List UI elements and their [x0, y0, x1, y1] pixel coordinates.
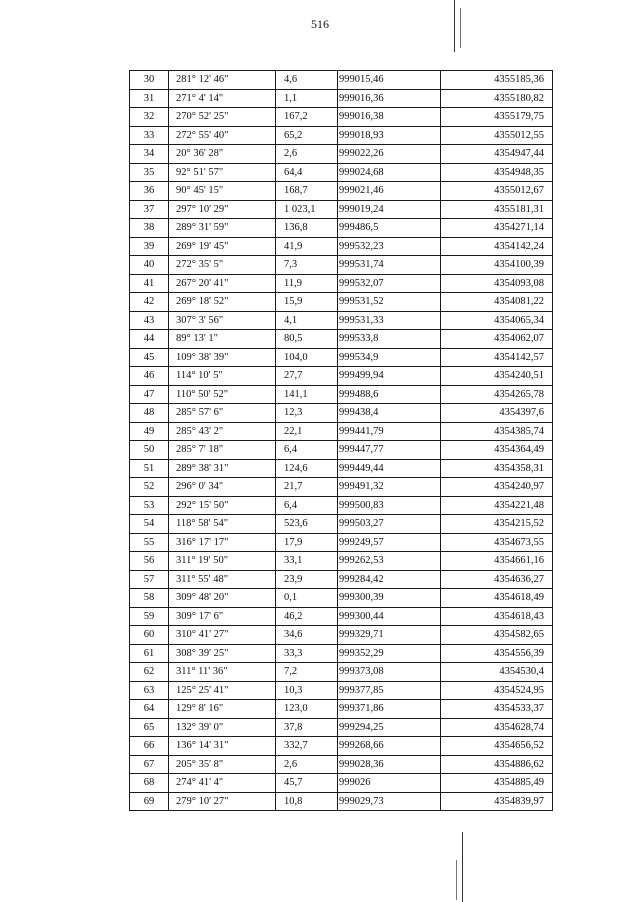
point-number-cell: 55 — [130, 533, 169, 552]
direction-angle-cell: 311° 19' 50" — [169, 552, 276, 571]
x-coordinate-cell: 999024,68 — [338, 163, 441, 182]
point-number-cell: 54 — [130, 515, 169, 534]
direction-angle-cell: 309° 17' 6" — [169, 607, 276, 626]
point-number-cell: 60 — [130, 626, 169, 645]
x-coordinate-cell: 999352,29 — [338, 644, 441, 663]
scan-edge-mark-bottom-2 — [456, 860, 457, 900]
x-coordinate-cell: 999447,77 — [338, 441, 441, 460]
table-row — [130, 200, 553, 219]
distance-cell: 136,8 — [276, 219, 338, 238]
distance-cell: 33,3 — [276, 644, 338, 663]
distance-cell: 12,3 — [276, 404, 338, 423]
table-row — [130, 274, 553, 293]
x-coordinate-cell: 999503,27 — [338, 515, 441, 534]
y-coordinate-cell: 4355179,75 — [441, 108, 553, 127]
x-coordinate-cell: 999531,33 — [338, 311, 441, 330]
x-coordinate-cell: 999532,23 — [338, 237, 441, 256]
y-coordinate-cell: 4354093,08 — [441, 274, 553, 293]
point-number-cell: 41 — [130, 274, 169, 293]
y-coordinate-cell: 4354618,43 — [441, 607, 553, 626]
table-row — [130, 459, 553, 478]
y-coordinate-cell: 4354582,65 — [441, 626, 553, 645]
distance-cell: 15,9 — [276, 293, 338, 312]
distance-cell: 7,3 — [276, 256, 338, 275]
x-coordinate-cell: 999029,73 — [338, 792, 441, 811]
x-coordinate-cell: 999532,07 — [338, 274, 441, 293]
distance-cell: 11,9 — [276, 274, 338, 293]
y-coordinate-cell: 4355185,36 — [441, 71, 553, 90]
direction-angle-cell: 279° 10' 27" — [169, 792, 276, 811]
table-row — [130, 89, 553, 108]
point-number-cell: 58 — [130, 589, 169, 608]
y-coordinate-cell: 4355012,67 — [441, 182, 553, 201]
point-number-cell: 33 — [130, 126, 169, 145]
y-coordinate-cell: 4355180,82 — [441, 89, 553, 108]
y-coordinate-cell: 4354358,31 — [441, 459, 553, 478]
direction-angle-cell: 269° 18' 52" — [169, 293, 276, 312]
distance-cell: 123,0 — [276, 700, 338, 719]
distance-cell: 2,6 — [276, 755, 338, 774]
distance-cell: 4,1 — [276, 311, 338, 330]
direction-angle-cell: 118° 58' 54" — [169, 515, 276, 534]
distance-cell: 523,6 — [276, 515, 338, 534]
y-coordinate-cell: 4354524,95 — [441, 681, 553, 700]
direction-angle-cell: 125° 25' 41" — [169, 681, 276, 700]
direction-angle-cell: 114° 10' 5" — [169, 367, 276, 386]
x-coordinate-cell: 999371,86 — [338, 700, 441, 719]
x-coordinate-cell: 999268,66 — [338, 737, 441, 756]
x-coordinate-cell: 999488,6 — [338, 385, 441, 404]
direction-angle-cell: 316° 17' 17" — [169, 533, 276, 552]
direction-angle-cell: 90° 45' 15" — [169, 182, 276, 201]
direction-angle-cell: 272° 35' 5" — [169, 256, 276, 275]
table-row — [130, 774, 553, 793]
point-number-cell: 31 — [130, 89, 169, 108]
table-row — [130, 496, 553, 515]
distance-cell: 22,1 — [276, 422, 338, 441]
table-row — [130, 385, 553, 404]
direction-angle-cell: 20° 36' 28" — [169, 145, 276, 164]
table-row — [130, 589, 553, 608]
table-row — [130, 607, 553, 626]
point-number-cell: 40 — [130, 256, 169, 275]
direction-angle-cell: 109° 38' 39" — [169, 348, 276, 367]
x-coordinate-cell: 999486,5 — [338, 219, 441, 238]
direction-angle-cell: 289° 38' 31" — [169, 459, 276, 478]
y-coordinate-cell: 4354656,52 — [441, 737, 553, 756]
point-number-cell: 65 — [130, 718, 169, 737]
x-coordinate-cell: 999028,36 — [338, 755, 441, 774]
table-row — [130, 145, 553, 164]
y-coordinate-cell: 4354618,49 — [441, 589, 553, 608]
x-coordinate-cell: 999018,93 — [338, 126, 441, 145]
x-coordinate-cell: 999438,4 — [338, 404, 441, 423]
distance-cell: 168,7 — [276, 182, 338, 201]
direction-angle-cell: 285° 7' 18" — [169, 441, 276, 460]
point-number-cell: 64 — [130, 700, 169, 719]
distance-cell: 6,4 — [276, 441, 338, 460]
table-row — [130, 663, 553, 682]
x-coordinate-cell: 999449,44 — [338, 459, 441, 478]
distance-cell: 46,2 — [276, 607, 338, 626]
point-number-cell: 66 — [130, 737, 169, 756]
direction-angle-cell: 271° 4' 14" — [169, 89, 276, 108]
y-coordinate-cell: 4354215,52 — [441, 515, 553, 534]
y-coordinate-cell: 4354948,35 — [441, 163, 553, 182]
direction-angle-cell: 289° 31' 59" — [169, 219, 276, 238]
x-coordinate-cell: 999294,25 — [338, 718, 441, 737]
x-coordinate-cell: 999329,71 — [338, 626, 441, 645]
direction-angle-cell: 296° 0' 34" — [169, 478, 276, 497]
y-coordinate-cell: 4354628,74 — [441, 718, 553, 737]
y-coordinate-cell: 4354397,6 — [441, 404, 553, 423]
distance-cell: 4,6 — [276, 71, 338, 90]
table-row — [130, 700, 553, 719]
distance-cell: 41,9 — [276, 237, 338, 256]
x-coordinate-cell: 999533,8 — [338, 330, 441, 349]
y-coordinate-cell: 4354100,39 — [441, 256, 553, 275]
table-row — [130, 219, 553, 238]
table-row — [130, 126, 553, 145]
coordinates-table — [129, 70, 553, 811]
point-number-cell: 63 — [130, 681, 169, 700]
direction-angle-cell: 89° 13' 1" — [169, 330, 276, 349]
direction-angle-cell: 92° 51' 57" — [169, 163, 276, 182]
x-coordinate-cell: 999300,44 — [338, 607, 441, 626]
x-coordinate-cell: 999021,46 — [338, 182, 441, 201]
x-coordinate-cell: 999531,52 — [338, 293, 441, 312]
table-row — [130, 755, 553, 774]
point-number-cell: 69 — [130, 792, 169, 811]
point-number-cell: 68 — [130, 774, 169, 793]
x-coordinate-cell: 999500,83 — [338, 496, 441, 515]
x-coordinate-cell: 999284,42 — [338, 570, 441, 589]
y-coordinate-cell: 4354885,49 — [441, 774, 553, 793]
direction-angle-cell: 307° 3' 56" — [169, 311, 276, 330]
table-row — [130, 737, 553, 756]
x-coordinate-cell: 999022,26 — [338, 145, 441, 164]
distance-cell: 6,4 — [276, 496, 338, 515]
table-row — [130, 256, 553, 275]
direction-angle-cell: 297° 10' 29" — [169, 200, 276, 219]
y-coordinate-cell: 4354556,39 — [441, 644, 553, 663]
point-number-cell: 38 — [130, 219, 169, 238]
x-coordinate-cell: 999016,38 — [338, 108, 441, 127]
y-coordinate-cell: 4354062,07 — [441, 330, 553, 349]
distance-cell: 21,7 — [276, 478, 338, 497]
table-row — [130, 515, 553, 534]
y-coordinate-cell: 4354221,48 — [441, 496, 553, 515]
x-coordinate-cell: 999015,46 — [338, 71, 441, 90]
distance-cell: 37,8 — [276, 718, 338, 737]
table-row — [130, 718, 553, 737]
y-coordinate-cell: 4354636,27 — [441, 570, 553, 589]
x-coordinate-cell: 999534,9 — [338, 348, 441, 367]
distance-cell: 1 023,1 — [276, 200, 338, 219]
x-coordinate-cell: 999249,57 — [338, 533, 441, 552]
distance-cell: 10,3 — [276, 681, 338, 700]
y-coordinate-cell: 4354142,57 — [441, 348, 553, 367]
point-number-cell: 49 — [130, 422, 169, 441]
y-coordinate-cell: 4354081,22 — [441, 293, 553, 312]
direction-angle-cell: 205° 35' 8" — [169, 755, 276, 774]
table-row — [130, 367, 553, 386]
distance-cell: 104,0 — [276, 348, 338, 367]
x-coordinate-cell: 999441,79 — [338, 422, 441, 441]
point-number-cell: 43 — [130, 311, 169, 330]
point-number-cell: 37 — [130, 200, 169, 219]
direction-angle-cell: 309° 48' 20" — [169, 589, 276, 608]
direction-angle-cell: 285° 43' 2" — [169, 422, 276, 441]
point-number-cell: 52 — [130, 478, 169, 497]
distance-cell: 0,1 — [276, 589, 338, 608]
y-coordinate-cell: 4354240,97 — [441, 478, 553, 497]
distance-cell: 33,1 — [276, 552, 338, 571]
direction-angle-cell: 311° 11' 36" — [169, 663, 276, 682]
y-coordinate-cell: 4354661,16 — [441, 552, 553, 571]
point-number-cell: 59 — [130, 607, 169, 626]
x-coordinate-cell: 999531,74 — [338, 256, 441, 275]
direction-angle-cell: 281° 12' 46" — [169, 71, 276, 90]
x-coordinate-cell: 999262,53 — [338, 552, 441, 571]
distance-cell: 124,6 — [276, 459, 338, 478]
direction-angle-cell: 270° 52' 25" — [169, 108, 276, 127]
distance-cell: 27,7 — [276, 367, 338, 386]
distance-cell: 65,2 — [276, 126, 338, 145]
table-row — [130, 311, 553, 330]
point-number-cell: 57 — [130, 570, 169, 589]
table-row — [130, 644, 553, 663]
table-row — [130, 533, 553, 552]
direction-angle-cell: 272° 55' 40" — [169, 126, 276, 145]
point-number-cell: 47 — [130, 385, 169, 404]
y-coordinate-cell: 4354886,62 — [441, 755, 553, 774]
x-coordinate-cell: 999026 — [338, 774, 441, 793]
y-coordinate-cell: 4354533,37 — [441, 700, 553, 719]
x-coordinate-cell: 999019,24 — [338, 200, 441, 219]
table-row — [130, 404, 553, 423]
direction-angle-cell: 129° 8' 16" — [169, 700, 276, 719]
scan-edge-mark-bottom — [462, 832, 463, 902]
distance-cell: 7,2 — [276, 663, 338, 682]
table-row — [130, 182, 553, 201]
distance-cell: 2,6 — [276, 145, 338, 164]
distance-cell: 23,9 — [276, 570, 338, 589]
distance-cell: 332,7 — [276, 737, 338, 756]
point-number-cell: 32 — [130, 108, 169, 127]
direction-angle-cell: 285° 57' 6" — [169, 404, 276, 423]
point-number-cell: 45 — [130, 348, 169, 367]
point-number-cell: 44 — [130, 330, 169, 349]
table-row — [130, 422, 553, 441]
scan-edge-mark-top-2 — [460, 8, 461, 48]
direction-angle-cell: 308° 39' 25" — [169, 644, 276, 663]
table-row — [130, 163, 553, 182]
table-row — [130, 441, 553, 460]
direction-angle-cell: 311° 55' 48" — [169, 570, 276, 589]
point-number-cell: 53 — [130, 496, 169, 515]
table-row — [130, 552, 553, 571]
point-number-cell: 56 — [130, 552, 169, 571]
x-coordinate-cell: 999499,94 — [338, 367, 441, 386]
table-row — [130, 792, 553, 811]
table-row — [130, 478, 553, 497]
point-number-cell: 30 — [130, 71, 169, 90]
distance-cell: 80,5 — [276, 330, 338, 349]
direction-angle-cell: 269° 19' 45" — [169, 237, 276, 256]
y-coordinate-cell: 4354065,34 — [441, 311, 553, 330]
table-row — [130, 348, 553, 367]
y-coordinate-cell: 4354673,55 — [441, 533, 553, 552]
distance-cell: 1,1 — [276, 89, 338, 108]
y-coordinate-cell: 4354385,74 — [441, 422, 553, 441]
distance-cell: 64,4 — [276, 163, 338, 182]
y-coordinate-cell: 4355012,55 — [441, 126, 553, 145]
point-number-cell: 61 — [130, 644, 169, 663]
distance-cell: 34,6 — [276, 626, 338, 645]
direction-angle-cell: 292° 15' 50" — [169, 496, 276, 515]
y-coordinate-cell: 4355181,31 — [441, 200, 553, 219]
direction-angle-cell: 136° 14' 31" — [169, 737, 276, 756]
distance-cell: 141,1 — [276, 385, 338, 404]
point-number-cell: 36 — [130, 182, 169, 201]
y-coordinate-cell: 4354364,49 — [441, 441, 553, 460]
page-number: 516 — [311, 17, 329, 31]
point-number-cell: 35 — [130, 163, 169, 182]
point-number-cell: 34 — [130, 145, 169, 164]
point-number-cell: 39 — [130, 237, 169, 256]
distance-cell: 17,9 — [276, 533, 338, 552]
x-coordinate-cell: 999300,39 — [338, 589, 441, 608]
point-number-cell: 46 — [130, 367, 169, 386]
direction-angle-cell: 132° 39' 0" — [169, 718, 276, 737]
distance-cell: 167,2 — [276, 108, 338, 127]
point-number-cell: 51 — [130, 459, 169, 478]
point-number-cell: 42 — [130, 293, 169, 312]
table-row — [130, 681, 553, 700]
point-number-cell: 67 — [130, 755, 169, 774]
y-coordinate-cell: 4354839,97 — [441, 792, 553, 811]
point-number-cell: 48 — [130, 404, 169, 423]
y-coordinate-cell: 4354530,4 — [441, 663, 553, 682]
direction-angle-cell: 310° 41' 27" — [169, 626, 276, 645]
distance-cell: 10,8 — [276, 792, 338, 811]
table-row — [130, 108, 553, 127]
distance-cell: 45,7 — [276, 774, 338, 793]
table-body — [130, 71, 553, 811]
point-number-cell: 50 — [130, 441, 169, 460]
x-coordinate-cell: 999377,85 — [338, 681, 441, 700]
point-number-cell: 62 — [130, 663, 169, 682]
y-coordinate-cell: 4354240,51 — [441, 367, 553, 386]
direction-angle-cell: 110° 50' 52" — [169, 385, 276, 404]
direction-angle-cell: 267° 20' 41" — [169, 274, 276, 293]
table-row — [130, 570, 553, 589]
table-row — [130, 330, 553, 349]
y-coordinate-cell: 4354265,78 — [441, 385, 553, 404]
table-row — [130, 71, 553, 90]
table-row — [130, 293, 553, 312]
y-coordinate-cell: 4354271,14 — [441, 219, 553, 238]
direction-angle-cell: 274° 41' 4" — [169, 774, 276, 793]
x-coordinate-cell: 999016,36 — [338, 89, 441, 108]
y-coordinate-cell: 4354947,44 — [441, 145, 553, 164]
x-coordinate-cell: 999373,08 — [338, 663, 441, 682]
x-coordinate-cell: 999491,32 — [338, 478, 441, 497]
table-row — [130, 626, 553, 645]
scan-edge-mark-top — [454, 0, 455, 52]
y-coordinate-cell: 4354142,24 — [441, 237, 553, 256]
table-row — [130, 237, 553, 256]
